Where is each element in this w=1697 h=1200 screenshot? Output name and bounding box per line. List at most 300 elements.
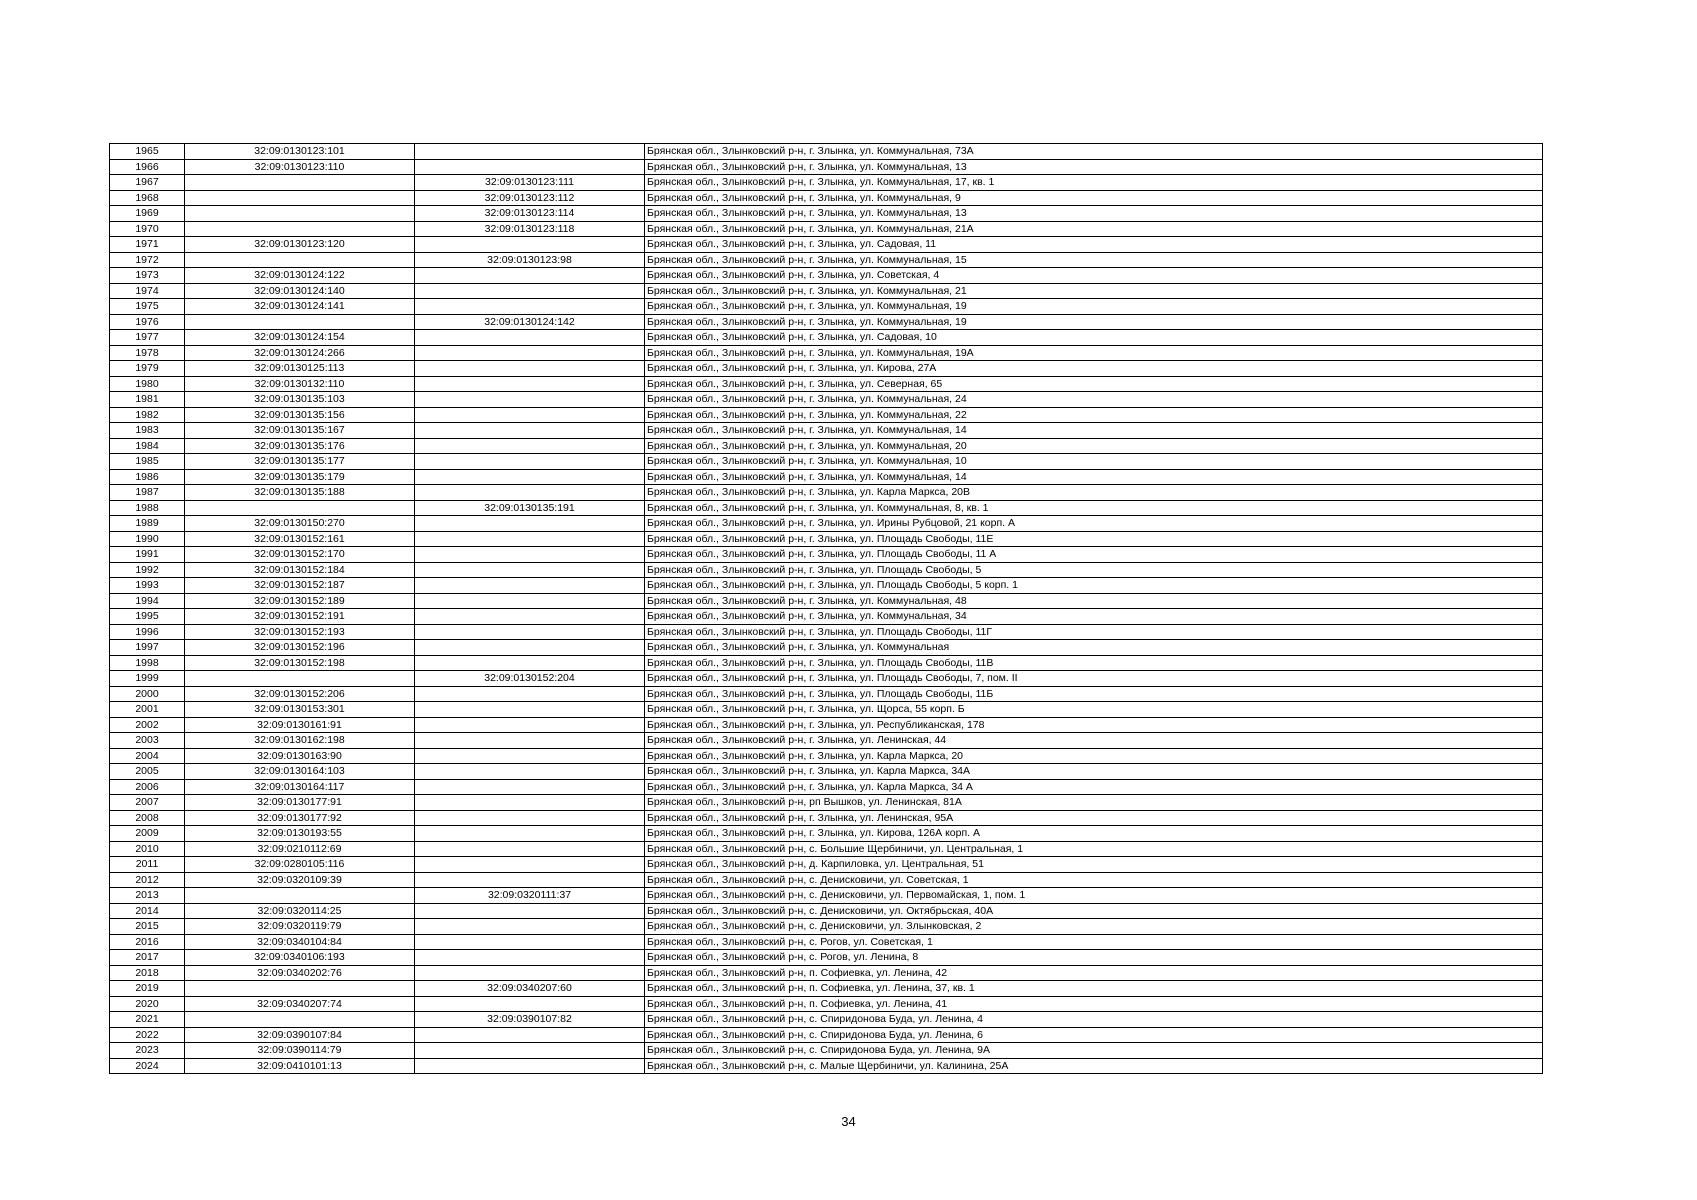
row-number-cell: 1988 — [110, 500, 185, 516]
table-row — [110, 841, 1543, 857]
records-table-body — [110, 144, 1543, 1074]
row-number-cell: 1970 — [110, 221, 185, 237]
cadastral-number-alt-cell — [415, 609, 645, 625]
address-cell: Брянская обл., Злынковский р-н, г. Злынка, ул. Коммунальная — [645, 640, 1543, 656]
cadastral-number-cell: 32:09:0130162:198 — [185, 733, 415, 749]
cadastral-number-cell: 32:09:0130124:266 — [185, 345, 415, 361]
cadastral-number-alt-cell — [415, 392, 645, 408]
cadastral-number-cell: 32:09:0130135:188 — [185, 485, 415, 501]
table-row — [110, 655, 1543, 671]
address-cell: Брянская обл., Злынковский р-н, г. Злынка, ул. Коммунальная, 19 — [645, 314, 1543, 330]
table-row — [110, 996, 1543, 1012]
table-row — [110, 330, 1543, 346]
cadastral-number-alt-cell — [415, 624, 645, 640]
row-number-cell: 1968 — [110, 190, 185, 206]
row-number-cell: 1993 — [110, 578, 185, 594]
cadastral-number-alt-cell — [415, 578, 645, 594]
cadastral-number-cell: 32:09:0130153:301 — [185, 702, 415, 718]
row-number-cell: 1999 — [110, 671, 185, 687]
cadastral-number-cell: 32:09:0130152:206 — [185, 686, 415, 702]
cadastral-number-alt-cell — [415, 702, 645, 718]
cadastral-number-alt-cell — [415, 872, 645, 888]
row-number-cell: 2001 — [110, 702, 185, 718]
table-row — [110, 624, 1543, 640]
row-number-cell: 1997 — [110, 640, 185, 656]
cadastral-number-cell — [185, 252, 415, 268]
table-row — [110, 1058, 1543, 1074]
address-cell: Брянская обл., Злынковский р-н, с. Спиридонова Буда, ул. Ленина, 4 — [645, 1012, 1543, 1028]
cadastral-number-alt-cell: 32:09:0130123:118 — [415, 221, 645, 237]
address-cell: Брянская обл., Злынковский р-н, г. Злынка, ул. Площадь Свободы, 7, пом. II — [645, 671, 1543, 687]
address-cell: Брянская обл., Злынковский р-н, г. Злынка, ул. Коммунальная, 15 — [645, 252, 1543, 268]
cadastral-number-alt-cell — [415, 733, 645, 749]
address-cell: Брянская обл., Злынковский р-н, г. Злынка, ул. Площадь Свободы, 11Б — [645, 686, 1543, 702]
cadastral-number-cell: 32:09:0130125:113 — [185, 361, 415, 377]
table-row — [110, 826, 1543, 842]
address-cell: Брянская обл., Злынковский р-н, г. Злынка, ул. Коммунальная, 73А — [645, 144, 1543, 160]
address-cell: Брянская обл., Злынковский р-н, с. Денисковичи, ул. Октябрьская, 40А — [645, 903, 1543, 919]
cadastral-number-cell: 32:09:0130135:179 — [185, 469, 415, 485]
address-cell: Брянская обл., Злынковский р-н, г. Злынка, ул. Коммунальная, 14 — [645, 423, 1543, 439]
cadastral-number-alt-cell — [415, 237, 645, 253]
cadastral-number-alt-cell — [415, 950, 645, 966]
table-row — [110, 733, 1543, 749]
table-row — [110, 872, 1543, 888]
cadastral-number-alt-cell — [415, 795, 645, 811]
row-number-cell: 1985 — [110, 454, 185, 470]
row-number-cell: 2005 — [110, 764, 185, 780]
cadastral-number-alt-cell — [415, 826, 645, 842]
cadastral-number-alt-cell — [415, 857, 645, 873]
row-number-cell: 2019 — [110, 981, 185, 997]
row-number-cell: 1975 — [110, 299, 185, 315]
address-cell: Брянская обл., Злынковский р-н, п. Софиевка, ул. Ленина, 41 — [645, 996, 1543, 1012]
address-cell: Брянская обл., Злынковский р-н, г. Злынка, ул. Ленинская, 44 — [645, 733, 1543, 749]
address-cell: Брянская обл., Злынковский р-н, г. Злынка, ул. Коммунальная, 19 — [645, 299, 1543, 315]
page-number: 34 — [841, 1114, 856, 1129]
address-cell: Брянская обл., Злынковский р-н, с. Малые Щербиничи, ул. Калинина, 25А — [645, 1058, 1543, 1074]
address-cell: Брянская обл., Злынковский р-н, г. Злынка, ул. Карла Маркса, 34А — [645, 764, 1543, 780]
table-row — [110, 919, 1543, 935]
row-number-cell: 2000 — [110, 686, 185, 702]
table-row — [110, 547, 1543, 563]
row-number-cell: 2014 — [110, 903, 185, 919]
address-cell: Брянская обл., Злынковский р-н, г. Злынка, ул. Коммунальная, 8, кв. 1 — [645, 500, 1543, 516]
cadastral-number-cell: 32:09:0130124:122 — [185, 268, 415, 284]
cadastral-number-alt-cell — [415, 361, 645, 377]
address-cell: Брянская обл., Злынковский р-н, г. Злынка, ул. Коммунальная, 21А — [645, 221, 1543, 237]
cadastral-number-alt-cell — [415, 1027, 645, 1043]
row-number-cell: 1980 — [110, 376, 185, 392]
address-cell: Брянская обл., Злынковский р-н, г. Злынка, ул. Ирины Рубцовой, 21 корп. А — [645, 516, 1543, 532]
cadastral-number-alt-cell — [415, 531, 645, 547]
cadastral-number-alt-cell: 32:09:0340207:60 — [415, 981, 645, 997]
row-number-cell: 1991 — [110, 547, 185, 563]
table-row — [110, 190, 1543, 206]
table-row — [110, 671, 1543, 687]
table-row — [110, 748, 1543, 764]
table-row — [110, 640, 1543, 656]
cadastral-number-alt-cell — [415, 655, 645, 671]
address-cell: Брянская обл., Злынковский р-н, г. Злынка, ул. Северная, 65 — [645, 376, 1543, 392]
cadastral-number-alt-cell — [415, 454, 645, 470]
row-number-cell: 1974 — [110, 283, 185, 299]
address-cell: Брянская обл., Злынковский р-н, г. Злынка, ул. Площадь Свободы, 5 корп. 1 — [645, 578, 1543, 594]
cadastral-number-alt-cell: 32:09:0130124:142 — [415, 314, 645, 330]
cadastral-number-alt-cell — [415, 469, 645, 485]
table-row — [110, 934, 1543, 950]
cadastral-number-alt-cell — [415, 485, 645, 501]
table-row — [110, 407, 1543, 423]
cadastral-number-alt-cell — [415, 423, 645, 439]
cadastral-number-cell: 32:09:0130152:198 — [185, 655, 415, 671]
address-cell: Брянская обл., Злынковский р-н, г. Злынка, ул. Коммунальная, 24 — [645, 392, 1543, 408]
row-number-cell: 2015 — [110, 919, 185, 935]
table-row — [110, 779, 1543, 795]
table-row — [110, 283, 1543, 299]
cadastral-number-cell: 32:09:0130164:103 — [185, 764, 415, 780]
cadastral-number-cell: 32:09:0130124:141 — [185, 299, 415, 315]
row-number-cell: 1969 — [110, 206, 185, 222]
address-cell: Брянская обл., Злынковский р-н, п. Софиевка, ул. Ленина, 37, кв. 1 — [645, 981, 1543, 997]
row-number-cell: 2011 — [110, 857, 185, 873]
table-row — [110, 609, 1543, 625]
cadastral-number-cell: 32:09:0390107:84 — [185, 1027, 415, 1043]
cadastral-number-cell: 32:09:0130135:176 — [185, 438, 415, 454]
table-row — [110, 1027, 1543, 1043]
table-row — [110, 795, 1543, 811]
cadastral-number-cell: 32:09:0340104:84 — [185, 934, 415, 950]
cadastral-number-alt-cell: 32:09:0320111:37 — [415, 888, 645, 904]
cadastral-number-alt-cell — [415, 686, 645, 702]
cadastral-number-cell: 32:09:0130177:92 — [185, 810, 415, 826]
cadastral-number-cell: 32:09:0320114:25 — [185, 903, 415, 919]
cadastral-number-alt-cell — [415, 965, 645, 981]
cadastral-number-cell: 32:09:0320119:79 — [185, 919, 415, 935]
table-row — [110, 531, 1543, 547]
cadastral-number-cell: 32:09:0130135:103 — [185, 392, 415, 408]
cadastral-number-alt-cell — [415, 562, 645, 578]
cadastral-number-alt-cell: 32:09:0130123:98 — [415, 252, 645, 268]
row-number-cell: 2020 — [110, 996, 185, 1012]
row-number-cell: 2013 — [110, 888, 185, 904]
address-cell: Брянская обл., Злынковский р-н, г. Злынка, ул. Площадь Свободы, 11Е — [645, 531, 1543, 547]
cadastral-number-alt-cell: 32:09:0130123:112 — [415, 190, 645, 206]
row-number-cell: 2009 — [110, 826, 185, 842]
address-cell: Брянская обл., Злынковский р-н, г. Злынка, ул. Кирова, 27А — [645, 361, 1543, 377]
row-number-cell: 1984 — [110, 438, 185, 454]
table-row — [110, 702, 1543, 718]
table-row — [110, 314, 1543, 330]
address-cell: Брянская обл., Злынковский р-н, г. Злынка, ул. Коммунальная, 21 — [645, 283, 1543, 299]
row-number-cell: 1996 — [110, 624, 185, 640]
table-row — [110, 175, 1543, 191]
row-number-cell: 1982 — [110, 407, 185, 423]
cadastral-number-cell: 32:09:0130150:270 — [185, 516, 415, 532]
row-number-cell: 1986 — [110, 469, 185, 485]
row-number-cell: 1987 — [110, 485, 185, 501]
cadastral-number-alt-cell — [415, 996, 645, 1012]
row-number-cell: 1989 — [110, 516, 185, 532]
address-cell: Брянская обл., Злынковский р-н, г. Злынка, ул. Карла Маркса, 20В — [645, 485, 1543, 501]
cadastral-number-alt-cell — [415, 407, 645, 423]
table-row — [110, 423, 1543, 439]
cadastral-number-cell — [185, 221, 415, 237]
cadastral-number-alt-cell — [415, 593, 645, 609]
address-cell: Брянская обл., Злынковский р-н, г. Злынка, ул. Коммунальная, 22 — [645, 407, 1543, 423]
row-number-cell: 1978 — [110, 345, 185, 361]
row-number-cell: 2003 — [110, 733, 185, 749]
cadastral-number-cell: 32:09:0130124:140 — [185, 283, 415, 299]
address-cell: Брянская обл., Злынковский р-н, г. Злынка, ул. Коммунальная, 17, кв. 1 — [645, 175, 1543, 191]
cadastral-number-alt-cell — [415, 299, 645, 315]
cadastral-number-alt-cell — [415, 268, 645, 284]
cadastral-number-cell: 32:09:0130152:196 — [185, 640, 415, 656]
address-cell: Брянская обл., Злынковский р-н, г. Злынка, ул. Коммунальная, 9 — [645, 190, 1543, 206]
table-row — [110, 361, 1543, 377]
cadastral-number-cell — [185, 500, 415, 516]
row-number-cell: 2023 — [110, 1043, 185, 1059]
address-cell: Брянская обл., Злынковский р-н, г. Злынка, ул. Коммунальная, 20 — [645, 438, 1543, 454]
cadastral-number-alt-cell — [415, 1043, 645, 1059]
address-cell: Брянская обл., Злынковский р-н, г. Злынка, ул. Советская, 4 — [645, 268, 1543, 284]
table-row — [110, 438, 1543, 454]
cadastral-number-alt-cell — [415, 376, 645, 392]
address-cell: Брянская обл., Злынковский р-н, с. Денисковичи, ул. Советская, 1 — [645, 872, 1543, 888]
address-cell: Брянская обл., Злынковский р-н, г. Злынка, ул. Коммунальная, 10 — [645, 454, 1543, 470]
cadastral-number-alt-cell — [415, 516, 645, 532]
row-number-cell: 2016 — [110, 934, 185, 950]
table-row — [110, 562, 1543, 578]
cadastral-number-alt-cell — [415, 810, 645, 826]
cadastral-number-cell: 32:09:0130135:177 — [185, 454, 415, 470]
table-row — [110, 903, 1543, 919]
row-number-cell: 1967 — [110, 175, 185, 191]
address-cell: Брянская обл., Злынковский р-н, с. Спиридонова Буда, ул. Ленина, 6 — [645, 1027, 1543, 1043]
table-row — [110, 686, 1543, 702]
table-row — [110, 888, 1543, 904]
table-row — [110, 965, 1543, 981]
address-cell: Брянская обл., Злынковский р-н, с. Рогов, ул. Ленина, 8 — [645, 950, 1543, 966]
table-row — [110, 857, 1543, 873]
row-number-cell: 2018 — [110, 965, 185, 981]
cadastral-number-cell — [185, 190, 415, 206]
row-number-cell: 1992 — [110, 562, 185, 578]
table-row — [110, 469, 1543, 485]
cadastral-number-alt-cell — [415, 841, 645, 857]
cadastral-number-cell: 32:09:0130161:91 — [185, 717, 415, 733]
row-number-cell: 2007 — [110, 795, 185, 811]
row-number-cell: 2021 — [110, 1012, 185, 1028]
cadastral-number-alt-cell — [415, 438, 645, 454]
table-row — [110, 159, 1543, 175]
row-number-cell: 2012 — [110, 872, 185, 888]
row-number-cell: 1973 — [110, 268, 185, 284]
address-cell: Брянская обл., Злынковский р-н, г. Злынка, ул. Щорса, 55 корп. Б — [645, 702, 1543, 718]
row-number-cell: 1998 — [110, 655, 185, 671]
cadastral-number-cell — [185, 671, 415, 687]
cadastral-number-cell: 32:09:0410101:13 — [185, 1058, 415, 1074]
records-table — [109, 143, 1543, 1074]
cadastral-number-alt-cell — [415, 717, 645, 733]
table-row — [110, 950, 1543, 966]
address-cell: Брянская обл., Злынковский р-н, с. Рогов, ул. Советская, 1 — [645, 934, 1543, 950]
address-cell: Брянская обл., Злынковский р-н, г. Злынка, ул. Карла Маркса, 20 — [645, 748, 1543, 764]
cadastral-number-cell: 32:09:0130123:120 — [185, 237, 415, 253]
cadastral-number-cell: 32:09:0130152:170 — [185, 547, 415, 563]
cadastral-number-alt-cell — [415, 1058, 645, 1074]
address-cell: Брянская обл., Злынковский р-н, п. Софиевка, ул. Ленина, 42 — [645, 965, 1543, 981]
cadastral-number-cell: 32:09:0130132:110 — [185, 376, 415, 392]
row-number-cell: 1994 — [110, 593, 185, 609]
cadastral-number-cell: 32:09:0130164:117 — [185, 779, 415, 795]
table-row — [110, 810, 1543, 826]
cadastral-number-cell: 32:09:0130152:193 — [185, 624, 415, 640]
table-row — [110, 206, 1543, 222]
cadastral-number-cell: 32:09:0130152:184 — [185, 562, 415, 578]
address-cell: Брянская обл., Злынковский р-н, г. Злынка, ул. Площадь Свободы, 11В — [645, 655, 1543, 671]
cadastral-number-cell: 32:09:0130152:191 — [185, 609, 415, 625]
address-cell: Брянская обл., Злынковский р-н, г. Злынка, ул. Площадь Свободы, 11Г — [645, 624, 1543, 640]
address-cell: Брянская обл., Злынковский р-н, г. Злынка, ул. Карла Маркса, 34 А — [645, 779, 1543, 795]
cadastral-number-cell — [185, 175, 415, 191]
table-row — [110, 981, 1543, 997]
address-cell: Брянская обл., Злынковский р-н, г. Злынка, ул. Коммунальная, 34 — [645, 609, 1543, 625]
cadastral-number-alt-cell — [415, 159, 645, 175]
row-number-cell: 1983 — [110, 423, 185, 439]
row-number-cell: 1977 — [110, 330, 185, 346]
table-row — [110, 717, 1543, 733]
cadastral-number-alt-cell: 32:09:0130123:114 — [415, 206, 645, 222]
address-cell: Брянская обл., Злынковский р-н, г. Злынка, ул. Площадь Свободы, 11 А — [645, 547, 1543, 563]
address-cell: Брянская обл., Злынковский р-н, рп Вышков, ул. Ленинская, 81А — [645, 795, 1543, 811]
cadastral-number-cell: 32:09:0130193:55 — [185, 826, 415, 842]
cadastral-number-alt-cell — [415, 934, 645, 950]
cadastral-number-alt-cell — [415, 748, 645, 764]
cadastral-number-alt-cell: 32:09:0130123:111 — [415, 175, 645, 191]
table-row — [110, 221, 1543, 237]
cadastral-number-cell: 32:09:0130163:90 — [185, 748, 415, 764]
table-row — [110, 392, 1543, 408]
cadastral-number-alt-cell — [415, 330, 645, 346]
row-number-cell: 1971 — [110, 237, 185, 253]
table-row — [110, 500, 1543, 516]
cadastral-number-cell: 32:09:0340106:193 — [185, 950, 415, 966]
cadastral-number-alt-cell — [415, 547, 645, 563]
cadastral-number-alt-cell — [415, 640, 645, 656]
address-cell: Брянская обл., Злынковский р-н, г. Злынка, ул. Садовая, 11 — [645, 237, 1543, 253]
row-number-cell: 1995 — [110, 609, 185, 625]
cadastral-number-alt-cell: 32:09:0130135:191 — [415, 500, 645, 516]
table-row — [110, 593, 1543, 609]
cadastral-number-cell — [185, 206, 415, 222]
row-number-cell: 1972 — [110, 252, 185, 268]
address-cell: Брянская обл., Злынковский р-н, г. Злынка, ул. Коммунальная, 13 — [645, 159, 1543, 175]
cadastral-number-cell — [185, 1012, 415, 1028]
cadastral-number-alt-cell — [415, 903, 645, 919]
address-cell: Брянская обл., Злынковский р-н, г. Злынка, ул. Коммунальная, 48 — [645, 593, 1543, 609]
table-row — [110, 1043, 1543, 1059]
cadastral-number-alt-cell — [415, 345, 645, 361]
row-number-cell: 2022 — [110, 1027, 185, 1043]
table-row — [110, 578, 1543, 594]
cadastral-number-cell: 32:09:0130123:110 — [185, 159, 415, 175]
cadastral-number-cell: 32:09:0130152:189 — [185, 593, 415, 609]
cadastral-number-cell: 32:09:0340207:74 — [185, 996, 415, 1012]
address-cell: Брянская обл., Злынковский р-н, г. Злынка, ул. Коммунальная, 13 — [645, 206, 1543, 222]
table-row — [110, 252, 1543, 268]
cadastral-number-alt-cell — [415, 144, 645, 160]
table-row — [110, 376, 1543, 392]
cadastral-number-cell — [185, 314, 415, 330]
cadastral-number-cell: 32:09:0130123:101 — [185, 144, 415, 160]
cadastral-number-alt-cell: 32:09:0390107:82 — [415, 1012, 645, 1028]
table-row — [110, 1012, 1543, 1028]
address-cell: Брянская обл., Злынковский р-н, с. Денисковичи, ул. Злынковская, 2 — [645, 919, 1543, 935]
table-row — [110, 237, 1543, 253]
address-cell: Брянская обл., Злынковский р-н, г. Злынка, ул. Коммунальная, 14 — [645, 469, 1543, 485]
row-number-cell: 2010 — [110, 841, 185, 857]
row-number-cell: 1966 — [110, 159, 185, 175]
address-cell: Брянская обл., Злынковский р-н, д. Карпиловка, ул. Центральная, 51 — [645, 857, 1543, 873]
cadastral-number-cell: 32:09:0130135:156 — [185, 407, 415, 423]
row-number-cell: 2004 — [110, 748, 185, 764]
cadastral-number-alt-cell: 32:09:0130152:204 — [415, 671, 645, 687]
cadastral-number-cell: 32:09:0280105:116 — [185, 857, 415, 873]
cadastral-number-cell: 32:09:0130124:154 — [185, 330, 415, 346]
cadastral-number-cell: 32:09:0320109:39 — [185, 872, 415, 888]
address-cell: Брянская обл., Злынковский р-н, г. Злынка, ул. Кирова, 126А корп. А — [645, 826, 1543, 842]
table-row — [110, 764, 1543, 780]
cadastral-number-alt-cell — [415, 764, 645, 780]
cadastral-number-cell: 32:09:0340202:76 — [185, 965, 415, 981]
address-cell: Брянская обл., Злынковский р-н, г. Злынка, ул. Коммунальная, 19А — [645, 345, 1543, 361]
row-number-cell: 1979 — [110, 361, 185, 377]
cadastral-number-cell: 32:09:0130152:161 — [185, 531, 415, 547]
address-cell: Брянская обл., Злынковский р-н, г. Злынка, ул. Площадь Свободы, 5 — [645, 562, 1543, 578]
table-row — [110, 485, 1543, 501]
row-number-cell: 1981 — [110, 392, 185, 408]
cadastral-number-cell — [185, 981, 415, 997]
address-cell: Брянская обл., Злынковский р-н, с. Денисковичи, ул. Первомайская, 1, пом. 1 — [645, 888, 1543, 904]
table-row — [110, 144, 1543, 160]
table-row — [110, 299, 1543, 315]
row-number-cell: 1965 — [110, 144, 185, 160]
row-number-cell: 2002 — [110, 717, 185, 733]
address-cell: Брянская обл., Злынковский р-н, г. Злынка, ул. Республиканская, 178 — [645, 717, 1543, 733]
row-number-cell: 2024 — [110, 1058, 185, 1074]
table-row — [110, 454, 1543, 470]
row-number-cell: 2008 — [110, 810, 185, 826]
cadastral-number-cell: 32:09:0130152:187 — [185, 578, 415, 594]
address-cell: Брянская обл., Злынковский р-н, с. Спиридонова Буда, ул. Ленина, 9А — [645, 1043, 1543, 1059]
table-row — [110, 268, 1543, 284]
address-cell: Брянская обл., Злынковский р-н, г. Злынка, ул. Садовая, 10 — [645, 330, 1543, 346]
row-number-cell: 2006 — [110, 779, 185, 795]
cadastral-number-alt-cell — [415, 919, 645, 935]
cadastral-number-cell — [185, 888, 415, 904]
cadastral-number-alt-cell — [415, 283, 645, 299]
cadastral-number-cell: 32:09:0130177:91 — [185, 795, 415, 811]
cadastral-number-cell: 32:09:0210112:69 — [185, 841, 415, 857]
table-row — [110, 516, 1543, 532]
table-row — [110, 345, 1543, 361]
row-number-cell: 1976 — [110, 314, 185, 330]
address-cell: Брянская обл., Злынковский р-н, г. Злынка, ул. Ленинская, 95А — [645, 810, 1543, 826]
address-cell: Брянская обл., Злынковский р-н, с. Большие Щербиничи, ул. Центральная, 1 — [645, 841, 1543, 857]
row-number-cell: 2017 — [110, 950, 185, 966]
cadastral-number-alt-cell — [415, 779, 645, 795]
